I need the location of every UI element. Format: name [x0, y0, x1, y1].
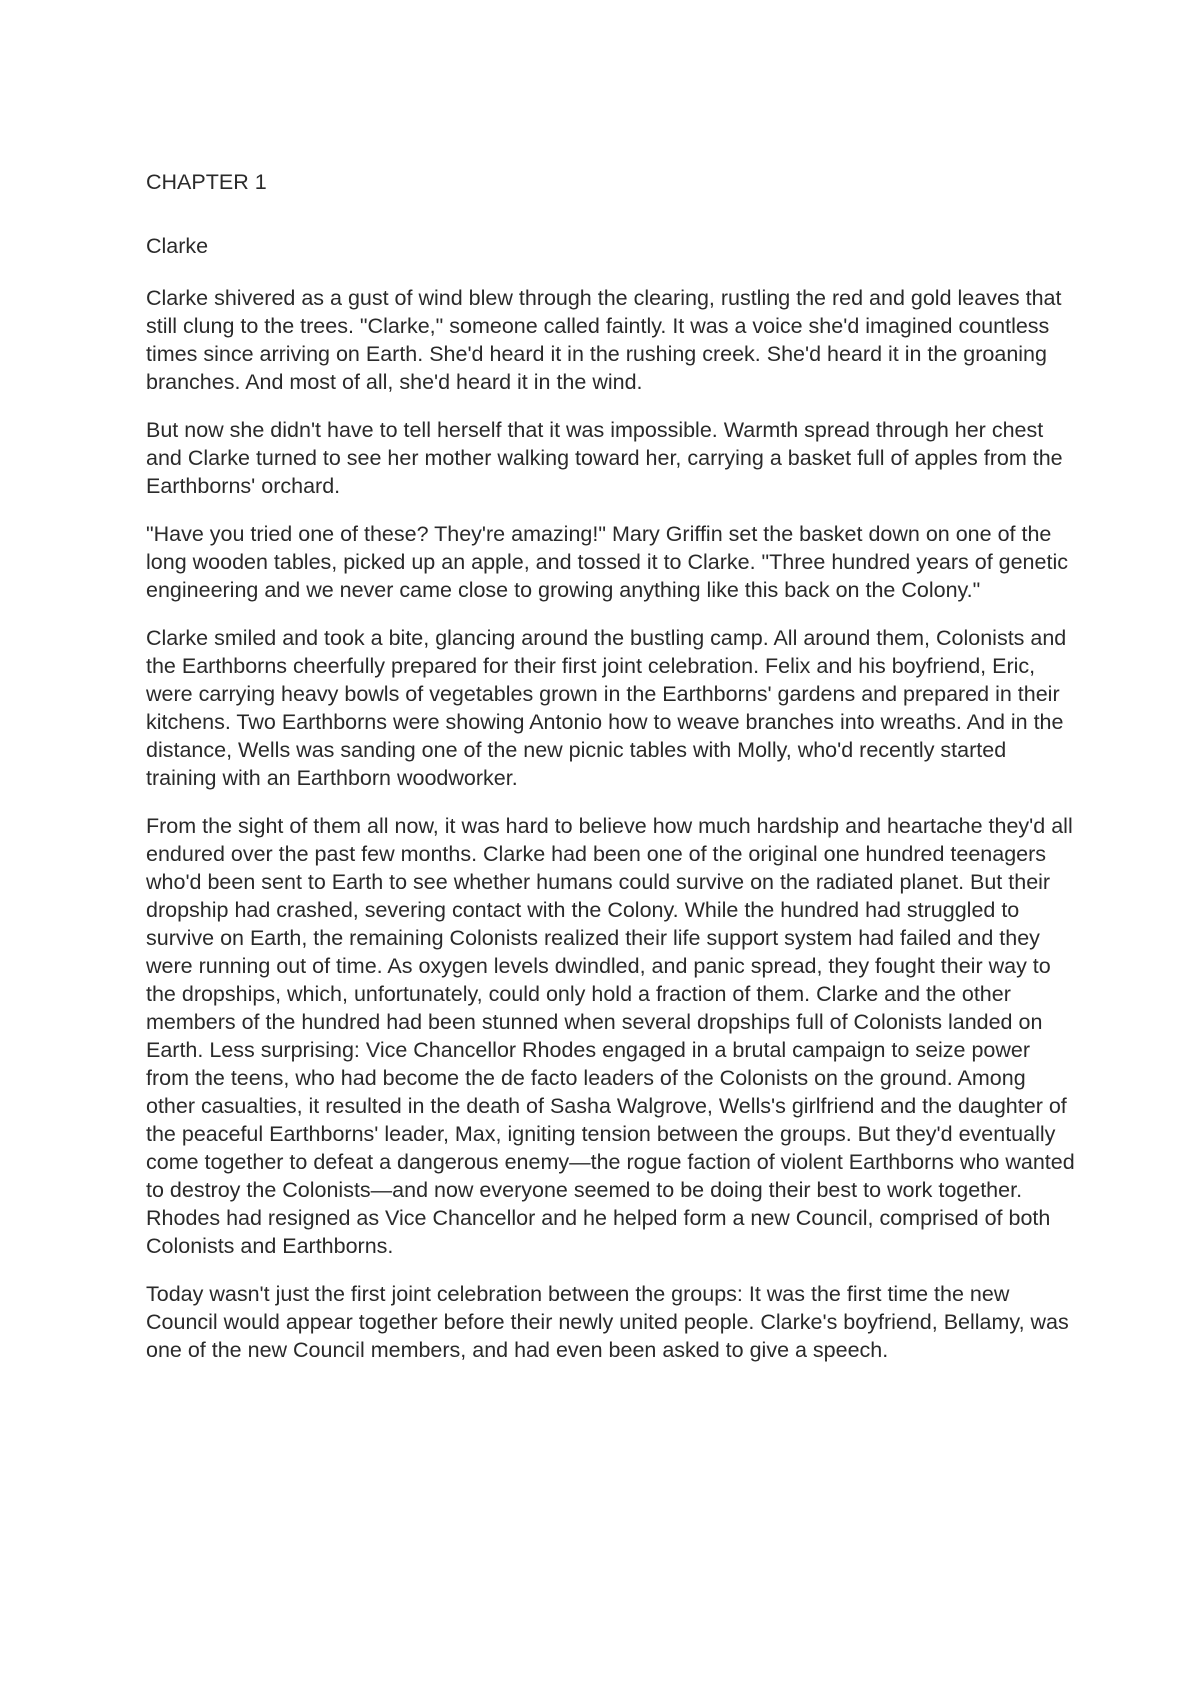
paragraph: Clarke shivered as a gust of wind blew through the clearing, rustling the red and gold leaves that still clung to the trees. "Clarke," someone called faintly. It was a voice she'd imagined countless times since arriving on Earth. She'd heard it in the rushing creek. She'd heard it in the groaning branches. And most of all, she'd heard it in the wind. — [146, 286, 1062, 394]
paragraph: Today wasn't just the first joint celebration between the groups: It was the first time the new Council would appear together before their newly united people. Clarke's boyfriend, Bellamy, was one of the new Council members, and had even been asked to give a speech. — [146, 1282, 1069, 1362]
paragraph: Clarke smiled and took a bite, glancing around the bustling camp. All around them, Colonists and the Earthborns cheerfully prepared for their first joint celebration. Felix and his boyfriend, Eric, were carrying heavy bowls of vegetables grown in the Earthborns' gardens and prepared in their kitchens. Two Earthborns were showing Antonio how to weave branches into wreaths. And in the distance, Wells was sanding one of the new picnic tables with Molly, who'd recently started training with an Earthborn woodworker. — [146, 626, 1067, 790]
paragraph: From the sight of them all now, it was hard to believe how much hardship and heartache they'd all endured over the past few months. Clarke had been one of the original one hundred teenagers who'd been sent to Earth to see whether humans could survive on the radiated planet. But their dropship had crashed, severing contact with the Colony. While the hundred had struggled to survive on Earth, the remaining Colonists realized their life support system had failed and they were running out of time. As oxygen levels dwindled, and panic spread, they fought their way to the dropships, which, unfortunately, could only hold a fraction of them. Clarke and the other members of the hundred had been stunned when several dropships full of Colonists landed on Earth. Less surprising: Vice Chancellor Rhodes engaged in a brutal campaign to seize power from the teens, who had become the de facto leaders of the Colonists on the ground. Among other casualties, it resulted in the death of Sasha Walgrove, Wells's girlfriend and the daughter of the peaceful Earthborns' leader, Max, igniting tension between the groups. But they'd eventually come together to defeat a dangerous enemy—the rogue faction of violent Earthborns who wanted to destroy the Colonists—and now everyone seemed to be doing their best to work together. Rhodes had resigned as Vice Chancellor and he helped form a new Council, comprised of both Colonists and Earthborns. — [146, 814, 1075, 1258]
chapter-heading: CHAPTER 1 — [146, 170, 267, 194]
pov-character-name: Clarke — [146, 234, 209, 258]
paragraph: But now she didn't have to tell herself that it was impossible. Warmth spread through her chest and Clarke turned to see her mother walking toward her, carrying a basket full of apples from the Earthborns' orchard. — [146, 418, 1063, 498]
paragraph: "Have you tried one of these? They're amazing!" Mary Griffin set the basket down on one of the long wooden tables, picked up an apple, and tossed it to Clarke. "Three hundred years of genetic engineering and we never came close to growing anything like this back on the Colony." — [146, 522, 1068, 602]
page-content — [146, 168, 1076, 1364]
